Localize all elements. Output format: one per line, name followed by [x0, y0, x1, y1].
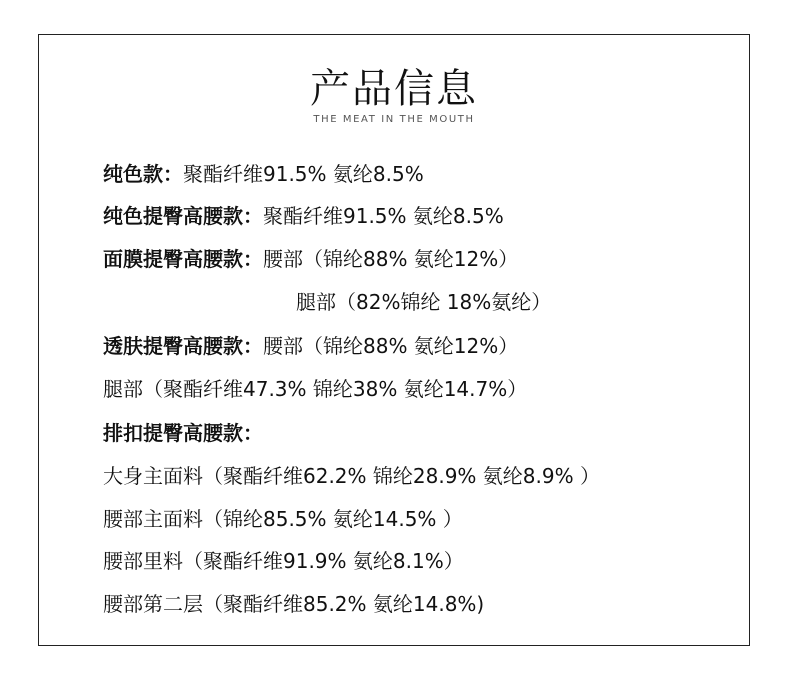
info-line-mask-legs: [296, 289, 551, 315]
info-value: 腰部里料（聚酯纤维91.9% 氨纶8.1%）: [103, 549, 464, 573]
info-line-waist-second-layer: [103, 591, 484, 617]
page-subtitle: THE MEAT IN THE MOUTH: [313, 114, 475, 125]
info-label: 纯色提臀高腰款：: [103, 204, 263, 228]
info-line-waist-lining: [103, 548, 464, 574]
product-info-panel: [38, 34, 750, 646]
info-label: 透肤提臀高腰款：: [103, 334, 263, 358]
info-line-solid: [103, 161, 424, 187]
info-value: 腿部（82%锦纶 18%氨纶）: [296, 290, 552, 314]
info-line-button-lift: [103, 420, 263, 446]
info-line-body-fabric: [103, 463, 600, 489]
info-line-mask-lift: [103, 246, 518, 272]
info-line-sheer-legs: [103, 376, 527, 402]
info-value: 腿部（聚酯纤维47.3% 锦纶38% 氨纶14.7%）: [103, 377, 528, 401]
info-value: 大身主面料（聚酯纤维62.2% 锦纶28.9% 氨纶8.9% ）: [103, 464, 600, 488]
info-label: 面膜提臀高腰款：: [103, 247, 263, 271]
info-value: 腰部（锦纶88% 氨纶12%）: [263, 247, 519, 271]
info-value: 腰部第二层（聚酯纤维85.2% 氨纶14.8%): [103, 592, 485, 616]
info-value: 聚酯纤维91.5% 氨纶8.5%: [263, 204, 504, 228]
info-value: 腰部主面料（锦纶85.5% 氨纶14.5% ）: [103, 507, 463, 531]
info-label: 排扣提臀高腰款：: [103, 421, 263, 445]
info-value: 腰部（锦纶88% 氨纶12%）: [263, 334, 519, 358]
page-title: 产品信息: [310, 66, 478, 112]
info-line-solid-lift: [103, 203, 504, 229]
info-value: 聚酯纤维91.5% 氨纶8.5%: [183, 162, 424, 186]
info-line-sheer-lift: [103, 333, 518, 359]
info-label: 纯色款：: [103, 162, 183, 186]
info-line-waist-fabric: [103, 506, 463, 532]
